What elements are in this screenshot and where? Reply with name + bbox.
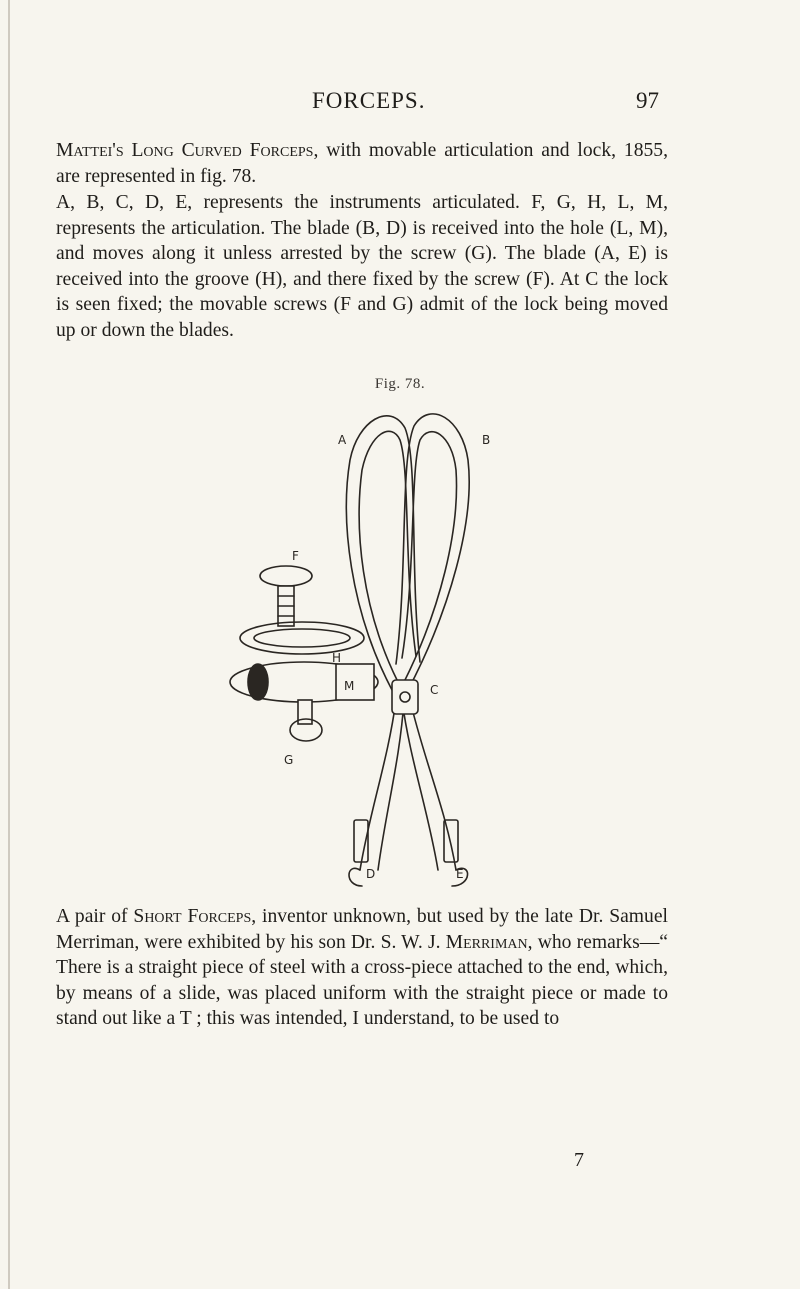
- label-a: A: [338, 433, 347, 447]
- paragraph-mattei-forceps: [56, 138, 668, 189]
- figure-caption: Fig. 78.: [374, 376, 426, 392]
- signature-mark: 7: [574, 1149, 584, 1171]
- paragraph3-mid: , inventor unknown, but used by the late Dr. Samuel Merriman, were exhibited by his son Dr. S. W. J.: [56, 906, 668, 953]
- left-shank: [360, 700, 396, 870]
- label-m: M: [344, 679, 355, 693]
- left-handle-hook: [349, 868, 362, 886]
- label-c: C: [430, 683, 439, 697]
- groove-h: [240, 622, 364, 654]
- label-h: H: [332, 651, 342, 665]
- running-title: FORCEPS.: [312, 88, 426, 113]
- screw-f-head: [260, 566, 312, 586]
- right-blade-outer: [396, 414, 469, 690]
- page-header: [0, 88, 800, 118]
- paragraph-short-forceps: [56, 904, 668, 1032]
- paragraph2-text: A, B, C, D, E, represents the instruments articulated. F, G, H, L, M, represents the articulation. The blade (B, D) is received into the hole (L, M), and moves along it unless arrested by the screw (G). The blade (A, E) is received into the groove (H), and there fixed by the screw (F). At C the lock is seen fixed; the movable screws (F and G) admit of the lock being moved up or down the blades.: [56, 192, 668, 341]
- paragraph1-text: , with movable articulation and lock, 1855, are represented in fig. 78.: [56, 140, 668, 187]
- paragraph3-pre: A pair of: [56, 906, 134, 927]
- page-number: 97: [636, 88, 659, 113]
- paragraph-articulation: [56, 190, 668, 344]
- left-blade-inner: [359, 431, 416, 682]
- forceps-illustration: [220, 400, 580, 890]
- merriman-name: Merriman: [445, 931, 528, 953]
- label-g: G: [284, 753, 294, 767]
- short-forceps-title: Short Forceps: [133, 906, 252, 927]
- label-f: F: [292, 549, 299, 563]
- paragraph3-text: , who remarks—“ There is a straight piece of steel with a cross-piece attached to the end, which, by means of a slide, was placed uniform with the straight piece or made to stand out like a T ; this was intended, I understand, to be used to: [56, 931, 668, 1030]
- right-shank-inner: [402, 700, 438, 870]
- label-b: B: [482, 433, 491, 447]
- label-e: E: [456, 867, 464, 881]
- label-d: D: [366, 867, 376, 881]
- central-lock: [392, 680, 418, 714]
- page-binding-edge: [8, 0, 10, 1289]
- mattei-forceps-title: Mattei's Long Curved Forceps: [56, 140, 314, 161]
- articulation-knob: [248, 664, 268, 700]
